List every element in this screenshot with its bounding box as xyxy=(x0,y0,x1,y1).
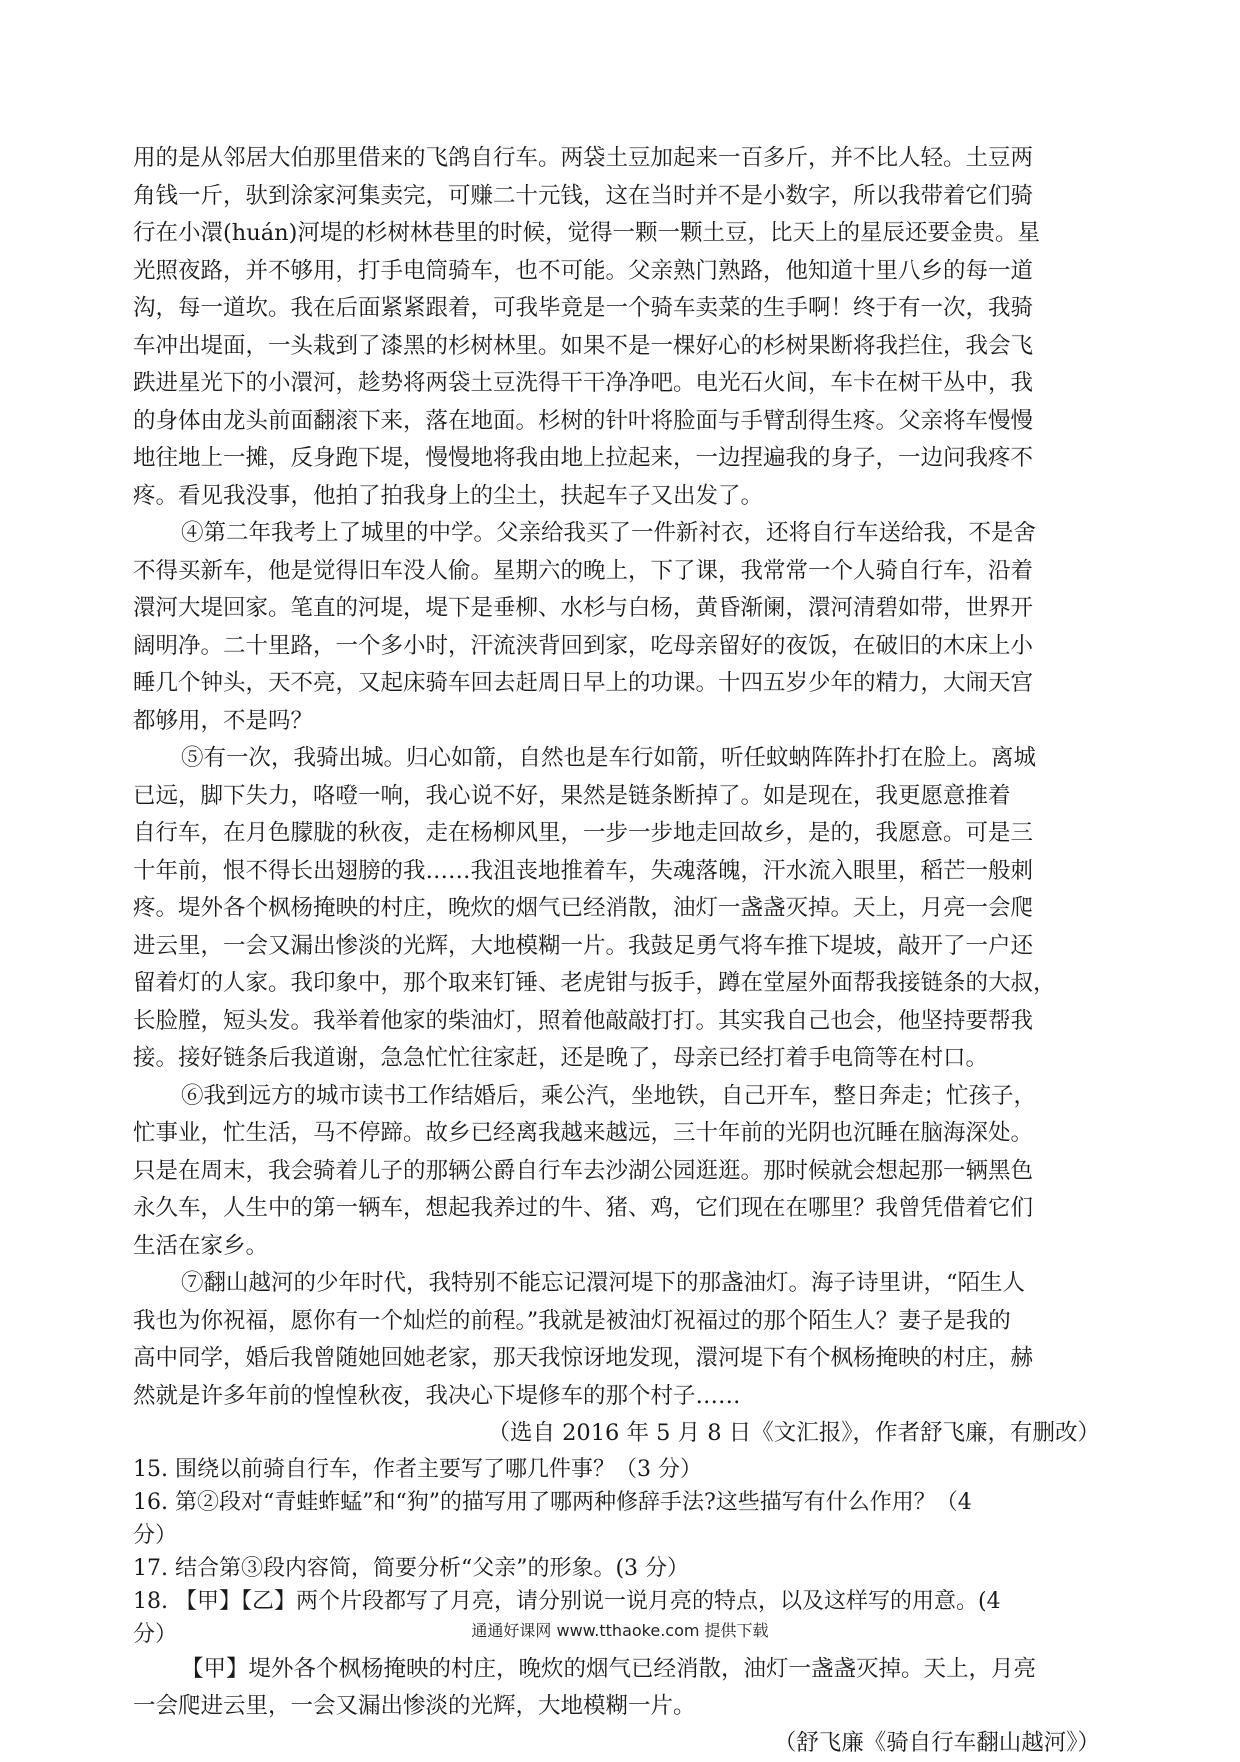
passage-line: 我也为你祝福，愿你有一个灿烂的前程。”我就是被油灯祝福过的那个陌生人？妻子是我的 xyxy=(133,1307,1011,1334)
passage-line: 高中同学，婚后我曾随她回她老家，那天我惊讶地发现，澴河堤下有个枫杨掩映的村庄，赫 xyxy=(133,1345,1034,1371)
passage-line: 疼。堤外各个枫杨掩映的村庄，晚炊的烟气已经消散，油灯一盏盏灭掉。天上，月亮一会爬 xyxy=(133,895,1034,921)
passage-line: 只是在周末，我会骑着儿子的那辆公爵自行车去沙湖公园逛逛。那时候就会想起那一辆黑色 xyxy=(133,1157,1034,1184)
question-18-cont: 分） xyxy=(133,1621,178,1647)
passage-line: 长脸膛，短头发。我举着他家的柴油灯，照着他敲敲打打。其实我自己也会，他坚持要帮我 xyxy=(133,1007,1034,1034)
paragraph-4-start: ④第二年我考上了城里的中学。父亲给我买了一件新衬衣，还将自行车送给我，不是舍 xyxy=(181,520,1037,546)
question-15: 15. 围绕以前骑自行车，作者主要写了哪几件事？（3 分） xyxy=(133,1456,702,1482)
passage-line: 进云里，一会又漏出惨淡的光辉，大地模糊一片。我鼓足勇气将车推下堤坡，敲开了一户还 xyxy=(133,932,1034,959)
paragraph-6-start: ⑥我到远方的城市读书工作结婚后，乘公汽，坐地铁，自己开车，整日奔走；忙孩子， xyxy=(181,1082,1037,1109)
passage-line: 沟，每一道坎。我在后面紧紧跟着，可我毕竟是一个骑车卖菜的生手啊！终于有一次，我骑 xyxy=(133,295,1034,321)
passage-line: 阔明净。二十里路，一个多小时，汗流浃背回到家，吃母亲留好的夜饭，在破旧的木床上小 xyxy=(133,632,1034,659)
excerpt-line: 一会爬进云里，一会又漏出惨淡的光辉，大地模糊一片。 xyxy=(133,1692,696,1719)
passage-line: 自行车，在月色朦胧的秋夜，走在杨柳风里，一步一步地走回故乡，是的，我愿意。可是三 xyxy=(133,820,1034,846)
question-16: 16. 第②段对“青蛙蚱蜢”和“狗”的描写用了哪两种修辞手法?这些描写有什么作用？（4 xyxy=(133,1489,972,1515)
passage-line: 永久车，人生中的第一辆车，想起我养过的牛、猪、鸡，它们现在在哪里？我曾凭借着它们 xyxy=(133,1195,1034,1221)
download-footer: 通通好课网 www.tthaoke.com 提供下载 xyxy=(471,1621,769,1640)
paragraph-5-start: ⑤有一次，我骑出城。归心如箭，自然也是车行如箭，听任蚊蚋阵阵扑打在脸上。离城 xyxy=(181,745,1037,771)
excerpt-source: （舒飞廉《骑自行车翻山越河》） xyxy=(773,1729,1100,1756)
question-16-cont: 分） xyxy=(133,1522,178,1548)
passage-line: 忙事业，忙生活，马不停蹄。故乡已经离我越来越远，三十年前的光阴也沉睡在脑海深处。 xyxy=(133,1120,1034,1146)
passage-line: 的身体由龙头前面翻滚下来，落在地面。杉树的针叶将脸面与手臂刮得生疼。父亲将车慢慢 xyxy=(133,407,1034,434)
passage-line: 角钱一斤，驮到涂家河集卖完，可赚二十元钱，这在当时并不是小数字，所以我带着它们骑 xyxy=(133,182,1034,209)
source-citation: （选自 2016 年 5 月 8 日《文汇报》，作者舒飞廉，有删改） xyxy=(487,1420,1100,1446)
passage-line: 接。接好链条后我道谢，急急忙忙往家赶，还是晚了，母亲已经打着手电筒等在村口。 xyxy=(133,1045,989,1071)
paragraph-7-start: ⑦翻山越河的少年时代，我特别不能忘记澴河堤下的那盏油灯。海子诗里讲，“陌生人 xyxy=(181,1270,1026,1296)
passage-line: 澴河大堤回家。笔直的河堤，堤下是垂柳、水杉与白杨，黄昏渐阑，澴河清碧如带，世界开 xyxy=(133,595,1034,621)
question-17: 17. 结合第③段内容简，简要分析“父亲”的形象。(3 分） xyxy=(133,1555,690,1581)
passage-line: 跌进星光下的小澴河，趁势将两袋土豆洗得干干净净吧。电光石火间，车卡在树干丛中，我 xyxy=(133,370,1034,396)
passage-line: 地往地上一摊，反身跑下堤，慢慢地将我由地上拉起来，一边捏遍我的身子，一边问我疼不 xyxy=(133,445,1034,471)
passage-line: 十年前，恨不得长出翅膀的我……我沮丧地推着车，失魂落魄，汗水流入眼里，稻芒一般刺 xyxy=(133,857,1034,884)
passage-line: 行在小澴(huán)河堤的杉树林巷里的时候，觉得一颗一颗土豆，比天上的星辰还要金贵。星 xyxy=(133,220,1040,246)
passage-line: 不得买新车，他是觉得旧车没人偷。星期六的晚上，下了课，我常常一个人骑自行车，沿着 xyxy=(133,557,1034,584)
passage-line: 留着灯的人家。我印象中，那个取来钉锤、老虎钳与扳手，蹲在堂屋外面帮我接链条的大叔， xyxy=(133,970,1056,996)
passage-line: 已远，脚下失力，咯噔一响，我心说不好，果然是链条断掉了。如是现在，我更愿意推着 xyxy=(133,782,1011,809)
passage xyxy=(133,140,1108,1453)
excerpt-jia xyxy=(133,1651,1108,1762)
passage-line: 都够用，不是吗？ xyxy=(133,707,314,734)
passage-line: 疼。看见我没事，他拍了拍我身上的尘土，扶起车子又出发了。 xyxy=(133,482,764,509)
passage-line: 生活在家乡。 xyxy=(133,1232,269,1259)
document-page xyxy=(133,140,1108,1762)
passage-line: 睡几个钟头，天不亮，又起床骑车回去赶周日早上的功课。十四五岁少年的精力，大闹天宫 xyxy=(133,670,1034,696)
excerpt-line: 【甲】堤外各个枫杨掩映的村庄，晚炊的烟气已经消散，油灯一盏盏灭掉。天上，月亮 xyxy=(181,1655,1037,1682)
passage-line: 车冲出堤面，一头栽到了漆黑的杉树林里。如果不是一棵好心的杉树果断将我拦住，我会飞 xyxy=(133,332,1034,359)
passage-line: 然就是许多年前的惶惶秋夜，我决心下堤修车的那个村子…… xyxy=(133,1382,741,1409)
passage-line: 用的是从邻居大伯那里借来的飞鸽自行车。两袋土豆加起来一百多斤，并不比人轻。土豆两 xyxy=(133,145,1034,171)
question-18: 18. 【甲】【乙】两个片段都写了月亮，请分别说一说月亮的特点，以及这样写的用意。(4 xyxy=(133,1588,1001,1614)
passage-line: 光照夜路，并不够用，打手电筒骑车，也不可能。父亲熟门熟路，他知道十里八乡的每一道 xyxy=(133,257,1034,284)
